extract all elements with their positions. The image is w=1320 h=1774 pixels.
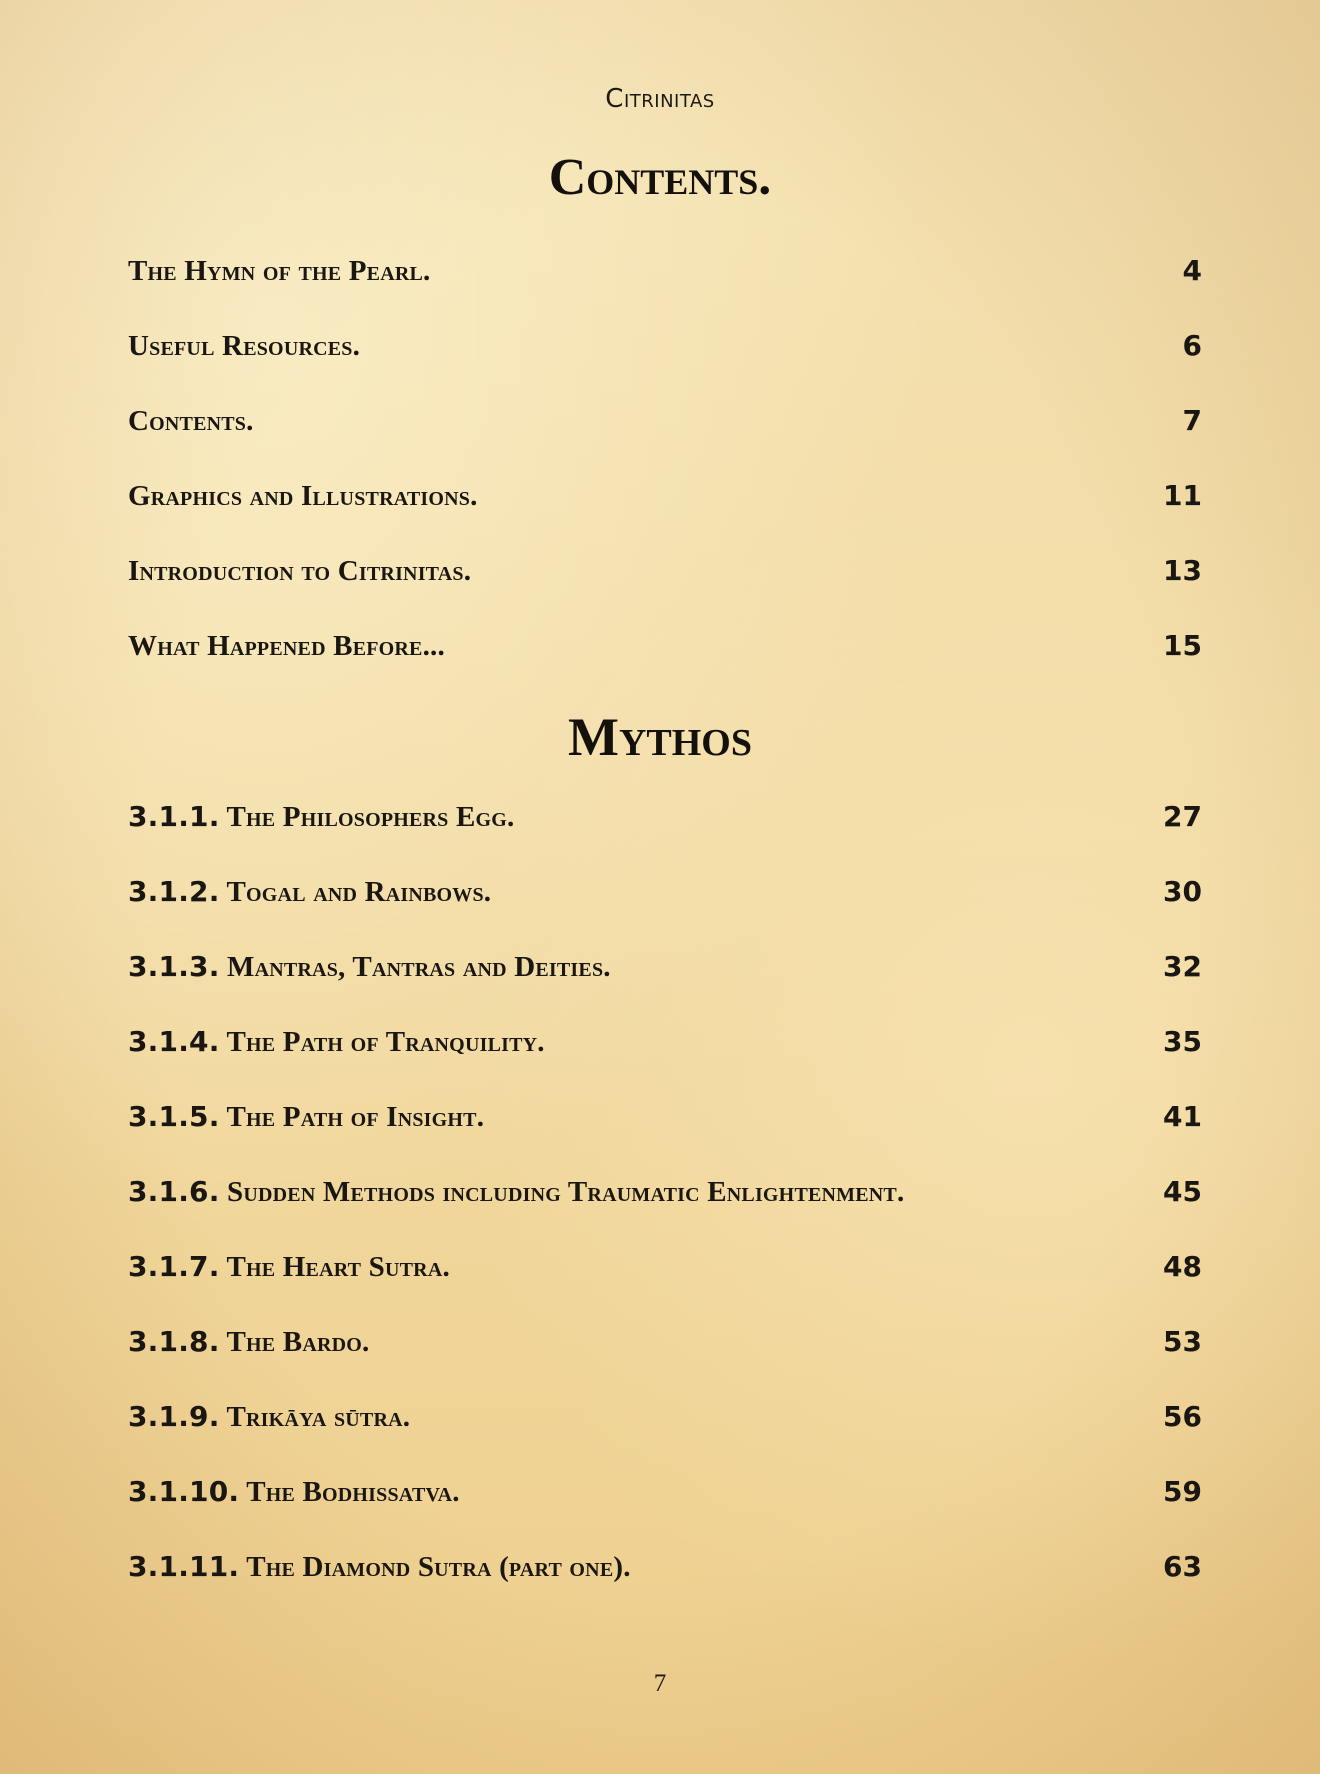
toc-entry-text: The Heart Sutra. xyxy=(226,1251,450,1283)
toc-entry-text: The Path of Tranquility. xyxy=(226,1026,545,1058)
toc-entry-number: 3.1.11. xyxy=(128,1550,240,1583)
toc-entry xyxy=(128,329,1202,404)
toc-entry-page: 63 xyxy=(1163,1550,1202,1583)
toc-entry-title xyxy=(128,950,611,984)
toc-entry-text: The Bodhissatva. xyxy=(246,1476,460,1508)
toc-entry xyxy=(128,1550,1202,1625)
toc-entry-page: 6 xyxy=(1182,329,1202,362)
toc-entry-title: Contents. xyxy=(128,405,254,437)
toc-entry-number: 3.1.4. xyxy=(128,1025,220,1058)
toc-entry xyxy=(128,629,1202,704)
toc-entry-page: 45 xyxy=(1163,1175,1202,1208)
toc-entry-page: 4 xyxy=(1182,254,1202,287)
toc-entry-title: What Happened Before... xyxy=(128,630,445,662)
toc-entry-text: Mantras, Tantras and Deities. xyxy=(227,951,611,983)
toc-entry-title: Graphics and Illustrations. xyxy=(128,480,478,512)
toc-entry xyxy=(128,875,1202,950)
toc-entry-title xyxy=(128,875,491,909)
toc-entry-text: Togal and Rainbows. xyxy=(226,876,492,908)
toc-entry-text: The Diamond Sutra (part one). xyxy=(246,1551,631,1583)
toc-entry xyxy=(128,1250,1202,1325)
toc-entry-number: 3.1.7. xyxy=(128,1250,220,1283)
toc-entry-title: Useful Resources. xyxy=(128,330,361,362)
toc-entry-text: The Philosophers Egg. xyxy=(226,801,515,833)
toc-entry-page: 15 xyxy=(1163,629,1202,662)
toc-entry-number: 3.1.8. xyxy=(128,1325,220,1358)
toc-entry-title xyxy=(128,1400,410,1434)
toc-entry xyxy=(128,800,1202,875)
toc-entry-page: 11 xyxy=(1163,479,1202,512)
toc-entry-page: 13 xyxy=(1163,554,1202,587)
toc-entry xyxy=(128,1475,1202,1550)
toc-entry-title xyxy=(128,1250,450,1284)
toc-entry-number: 3.1.2. xyxy=(128,875,220,908)
toc-entry-text: The Bardo. xyxy=(226,1326,370,1358)
toc-entry-title xyxy=(128,1100,484,1134)
toc-entry-page: 32 xyxy=(1163,950,1202,983)
toc-entry xyxy=(128,479,1202,554)
running-head: Citrinitas xyxy=(605,84,715,114)
toc-entry xyxy=(128,1100,1202,1175)
page-number: 7 xyxy=(653,1670,667,1697)
toc-entry-page: 27 xyxy=(1163,800,1202,833)
toc-entry xyxy=(128,1175,1202,1250)
toc-entry-title xyxy=(128,1025,545,1059)
toc-entry-text: Trikāya sūtra. xyxy=(226,1401,411,1433)
toc-entry-number: 3.1.10. xyxy=(128,1475,240,1508)
toc-entry xyxy=(128,950,1202,1025)
toc-entry-number: 3.1.3. xyxy=(128,950,220,983)
toc-entry-title xyxy=(128,1475,460,1509)
toc-entry-title xyxy=(128,1325,369,1359)
toc-entry-number: 3.1.1. xyxy=(128,800,220,833)
toc-entry-title: Introduction to Citrinitas. xyxy=(128,555,472,587)
toc-entry-page: 59 xyxy=(1163,1475,1202,1508)
toc-entry-page: 30 xyxy=(1163,875,1202,908)
toc-entry xyxy=(128,1025,1202,1100)
toc-entry-number: 3.1.6. xyxy=(128,1175,220,1208)
toc-entry-title: The Hymn of the Pearl. xyxy=(128,255,431,287)
toc-entry xyxy=(128,1400,1202,1475)
toc-entry-title xyxy=(128,800,514,834)
mythos-list xyxy=(128,800,1202,1625)
front-matter-list xyxy=(128,254,1202,704)
toc-entry-title xyxy=(128,1175,904,1209)
toc-entry-page: 56 xyxy=(1163,1400,1202,1433)
toc-entry-title xyxy=(128,1550,631,1584)
toc-entry-number: 3.1.5. xyxy=(128,1100,220,1133)
toc-entry-text: Sudden Methods including Traumatic Enlightenment. xyxy=(227,1176,905,1208)
contents-heading: Contents. xyxy=(548,149,772,206)
toc-entry-text: The Path of Insight. xyxy=(226,1101,485,1133)
toc-entry-page: 35 xyxy=(1163,1025,1202,1058)
toc-entry-page: 41 xyxy=(1163,1100,1202,1133)
toc-entry-number: 3.1.9. xyxy=(128,1400,220,1433)
toc-entry xyxy=(128,554,1202,629)
toc-entry-page: 7 xyxy=(1182,404,1202,437)
toc-entry xyxy=(128,254,1202,329)
toc-entry xyxy=(128,1325,1202,1400)
toc-entry-page: 48 xyxy=(1163,1250,1202,1283)
mythos-heading: Mythos xyxy=(567,707,752,767)
toc-entry-page: 53 xyxy=(1163,1325,1202,1358)
toc-entry xyxy=(128,404,1202,479)
